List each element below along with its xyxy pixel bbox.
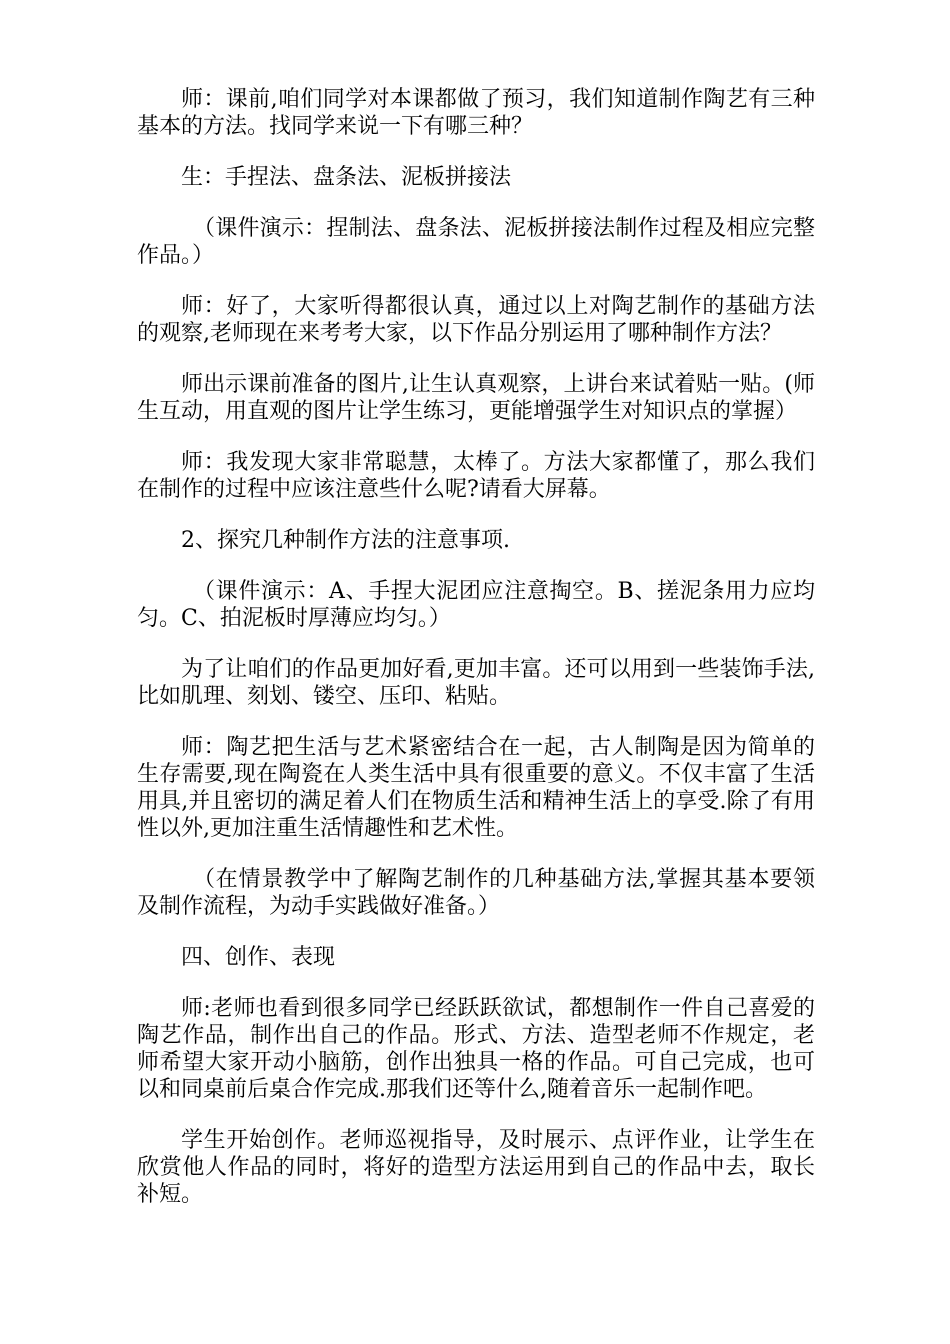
paragraph-student-answer: 生：手捏法、盘条法、泥板拼接法 xyxy=(181,165,512,190)
paragraph-teacher-quiz: 师：好了，大家听得都很认真，通过以上对陶艺制作的基础方法的观察,老师现在来考考大家，以下作品分别运用了哪种制作方法？ xyxy=(137,294,815,346)
document-page xyxy=(137,86,815,1232)
paragraph-courseware-demo-precautions: （课件演示：A、手捏大泥团应注意掏空。B、搓泥条用力应均匀。C、拍泥板时厚薄应均匀。） xyxy=(137,579,815,631)
section-heading-precautions: 2、探究几种制作方法的注意事项. xyxy=(181,528,510,553)
paragraph-picture-activity: 师出示课前准备的图片,让生认真观察，上讲台来试着贴一贴。(师生互动，用直观的图片让学生练习，更能增强学生对知识点的掌握） xyxy=(137,372,815,424)
paragraph-teacher-preview-question: 师：课前,咱们同学对本课都做了预习，我们知道制作陶艺有三种基本的方法。找同学来说一下有哪三种？ xyxy=(137,87,815,139)
paragraph-situational-teaching-note: （在情景教学中了解陶艺制作的几种基础方法,掌握其基本要领及制作流程，为动手实践做好准备。） xyxy=(137,867,815,919)
paragraph-courseware-demo-methods: （课件演示：捏制法、盘条法、泥板拼接法制作过程及相应完整作品。） xyxy=(137,216,815,268)
paragraph-teacher-praise: 师：我发现大家非常聪慧，太棒了。方法大家都懂了，那么我们在制作的过程中应该注意些什么呢?请看大屏幕。 xyxy=(137,450,815,502)
paragraph-student-creation: 学生开始创作。老师巡视指导，及时展示、点评作业，让学生在欣赏他人作品的同时，将好的造型方法运用到自己的作品中去，取长补短。 xyxy=(137,1128,815,1207)
paragraph-teacher-creation-instructions: 师:老师也看到很多同学已经跃跃欲试，都想制作一件自己喜爱的陶艺作品，制作出自己的作品。形式、方法、造型老师不作规定，老师希望大家开动小脑筋，创作出独具一格的作品。可自己完成，也可以和同桌前后桌合作完成.那我们还等什么,随着音乐一起制作吧。 xyxy=(137,996,815,1102)
paragraph-decoration-techniques: 为了让咱们的作品更加好看,更加丰富。还可以用到一些装饰手法,比如肌理、刻划、镂空、压印、粘贴。 xyxy=(137,657,815,709)
section-heading-create-express: 四、创作、表现 xyxy=(181,945,336,970)
paragraph-pottery-and-life: 师：陶艺把生活与艺术紧密结合在一起，古人制陶是因为简单的生存需要,现在陶瓷在人类生活中具有很重要的意义。不仅丰富了生活用具,并且密切的满足着人们在物质生活和精神生活上的享受.除了有用性以外,更加注重生活情趣性和艺术性。 xyxy=(137,735,815,841)
